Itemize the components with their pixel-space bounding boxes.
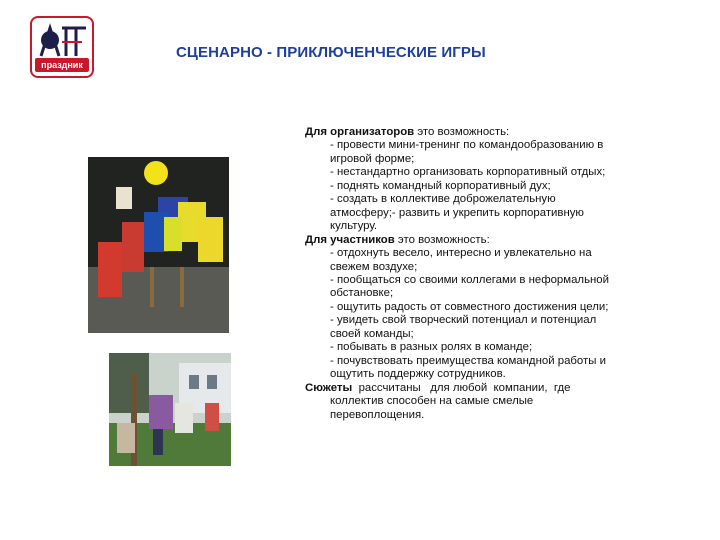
organizers-intro: это возможность: <box>414 126 510 138</box>
logo <box>30 16 94 78</box>
team-game-outdoors-photo <box>109 353 231 466</box>
organizers-line: культуру. <box>330 220 378 233</box>
organizers-line: - поднять командный корпоративный дух; <box>330 179 551 192</box>
organizers-line: атмосферу;- развить и укрепить корпоративную <box>330 206 584 219</box>
participants-line: свежем воздухе; <box>330 260 418 273</box>
participants-line: - побывать в разных ролях в команде; <box>330 341 533 354</box>
participants-line: - пообщаться со своими коллегами в неформальной <box>330 273 609 286</box>
organizers-heading: Для организаторов <box>305 126 415 138</box>
participants-line: - отдохнуть весело, интересно и увлекательно на <box>330 247 592 260</box>
plots-line: перевоплощения. <box>330 408 425 421</box>
participants-heading-line <box>305 234 695 247</box>
participants-line: - почувствовать преимущества командной работы и <box>330 354 606 367</box>
organizers-line: - провести мини-тренинг по командообразованию в <box>330 139 604 152</box>
organizers-line: - создать в коллективе доброжелательную <box>330 193 556 206</box>
plots-heading: Сюжеты <box>305 381 353 394</box>
participants-line: - увидеть свой творческий потенциал и потенциал <box>330 314 597 327</box>
plots-heading-line <box>305 382 695 395</box>
organizers-line: игровой форме; <box>330 152 415 165</box>
participants-heading: Для участников <box>305 233 395 246</box>
plots-first-line: рассчитаны для любой компании, где <box>352 381 571 394</box>
participants-line: - ощутить радость от совместного достижения цели; <box>330 300 609 313</box>
page-title: СЦЕНАРНО - ПРИКЛЮЧЕНЧЕСКИЕ ИГРЫ <box>176 44 486 61</box>
organizers-line: - нестандартно организовать корпоративный отдых; <box>330 166 606 179</box>
content-text <box>305 126 695 422</box>
participants-intro: это возможность: <box>394 233 490 246</box>
participants-line: обстановке; <box>330 287 394 300</box>
plots-line: коллектив способен на самые смелые <box>330 395 534 408</box>
participants-line: ощутить поддержку сотрудников. <box>330 368 506 381</box>
logo-text: праздник <box>35 58 89 72</box>
people-in-yellow-costumes-photo <box>88 157 229 333</box>
organizers-heading-line <box>305 126 695 139</box>
participants-line: своей команды; <box>330 327 414 340</box>
